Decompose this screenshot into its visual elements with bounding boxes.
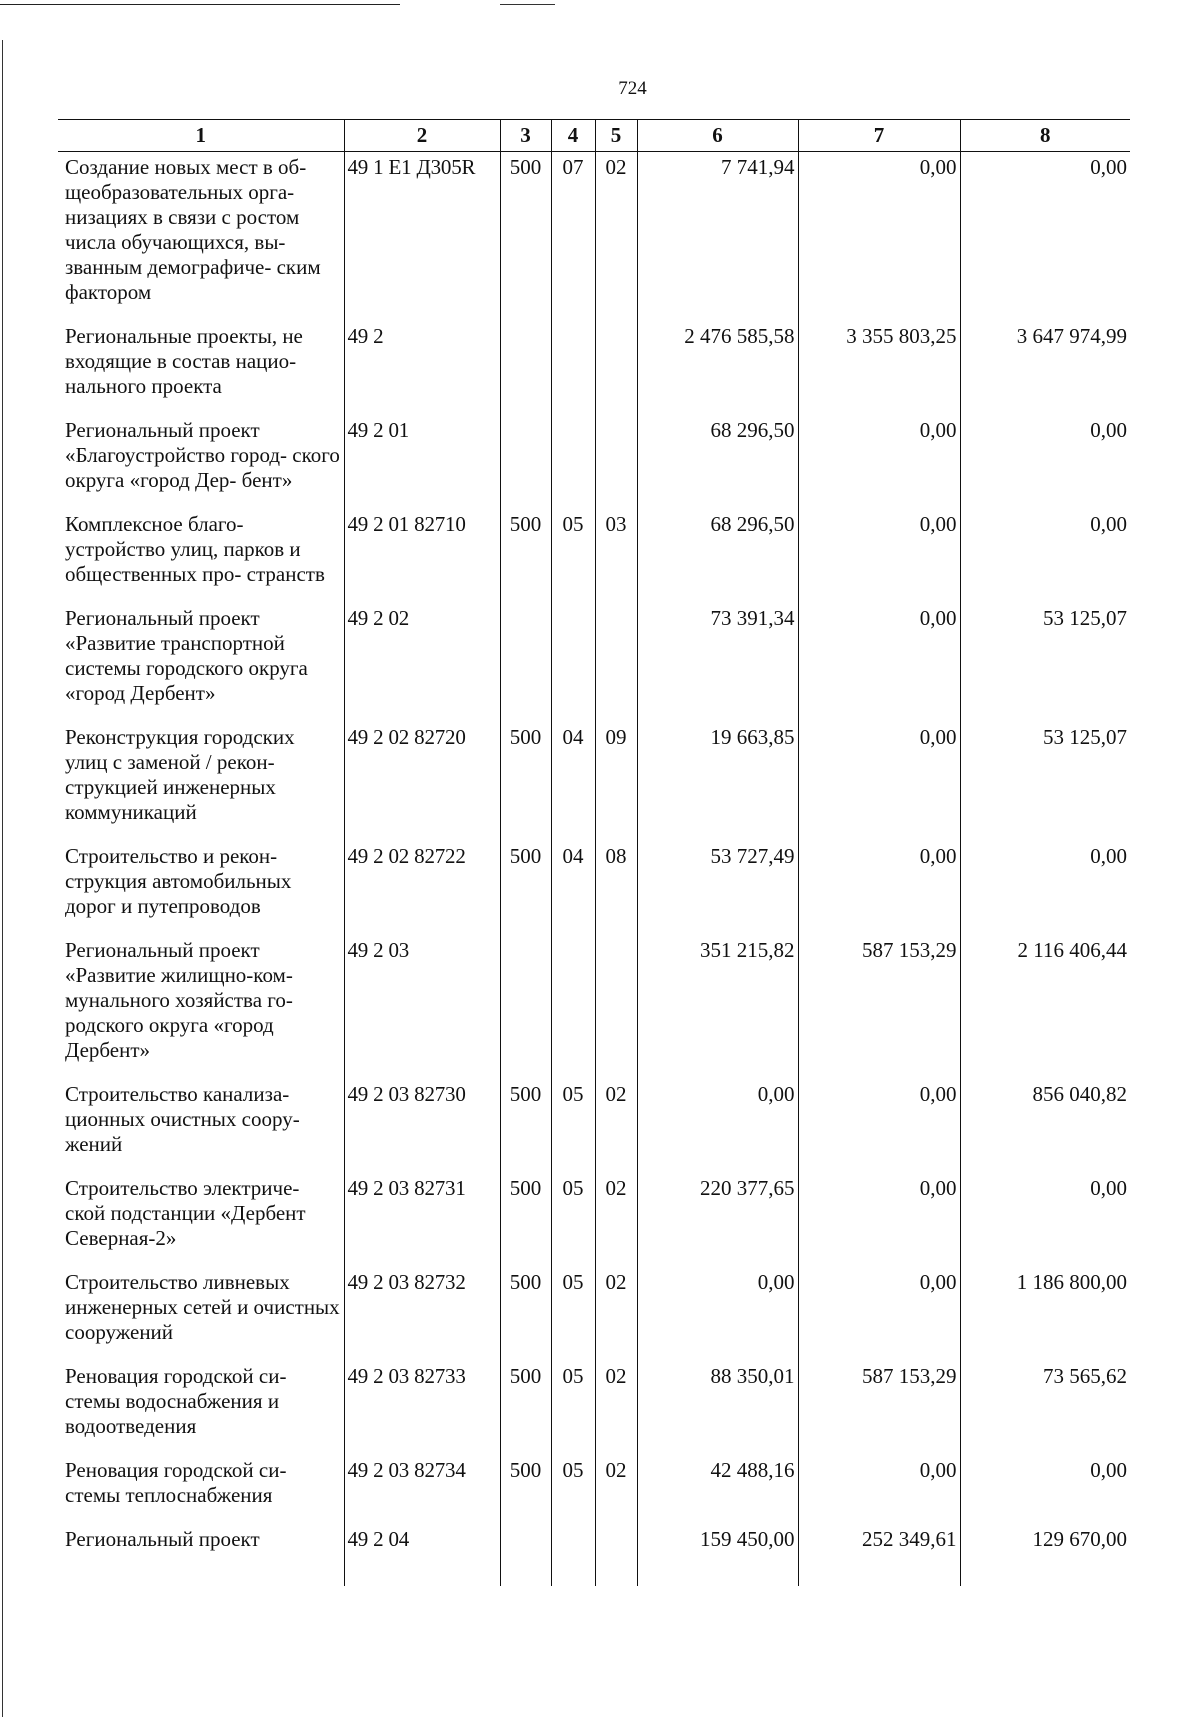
expense-type: 500 [500,1267,551,1361]
item-name: Региональный проект «Благоустройство город- ского округа «город Дер- бент» [65,418,340,492]
budget-code: 49 2 [344,321,500,415]
subsection-code: 03 [595,509,637,603]
section-code [551,603,595,722]
expense-type: 500 [500,841,551,935]
amount-col6: 42 488,16 [637,1455,798,1524]
section-code: 05 [551,1173,595,1267]
scan-edge-line [2,40,3,1717]
amount-col6: 2 476 585,58 [637,321,798,415]
item-name: Строительство ливневых инженерных сетей и очистных сооружений [65,1270,340,1344]
budget-code: 49 2 03 82732 [344,1267,500,1361]
column-header: 1 [58,120,344,152]
expense-type [500,935,551,1079]
item-name: Реновация городской си- стемы водоснабжения и водоотведения [65,1364,287,1438]
budget-code: 49 2 03 82734 [344,1455,500,1524]
expense-type: 500 [500,509,551,603]
column-header: 7 [798,120,960,152]
expense-type [500,1524,551,1586]
amount-col7: 0,00 [798,603,960,722]
budget-code: 49 2 03 82730 [344,1079,500,1173]
table-row [58,1361,1130,1455]
item-name: Строительство канализа- ционных очистных соору- жений [65,1082,300,1156]
amount-col7: 587 153,29 [798,1361,960,1455]
amount-col6: 68 296,50 [637,509,798,603]
amount-col7: 0,00 [798,1455,960,1524]
budget-code: 49 2 03 82731 [344,1173,500,1267]
table-row [58,1267,1130,1361]
amount-col8: 53 125,07 [960,603,1130,722]
amount-col6: 0,00 [637,1267,798,1361]
column-header: 2 [344,120,500,152]
amount-col7: 0,00 [798,415,960,509]
amount-col8: 53 125,07 [960,722,1130,841]
subsection-code: 02 [595,1267,637,1361]
column-header: 3 [500,120,551,152]
budget-code: 49 2 01 [344,415,500,509]
amount-col8: 129 670,00 [960,1524,1130,1586]
expense-type: 500 [500,1079,551,1173]
expense-type: 500 [500,152,551,322]
subsection-code: 02 [595,152,637,322]
amount-col7: 0,00 [798,509,960,603]
amount-col7: 0,00 [798,152,960,322]
section-code [551,415,595,509]
expense-type: 500 [500,1361,551,1455]
amount-col8: 3 647 974,99 [960,321,1130,415]
subsection-code: 02 [595,1173,637,1267]
table-row [58,1524,1130,1586]
header-row [58,120,1130,152]
table-row [58,841,1130,935]
section-code: 07 [551,152,595,322]
budget-code: 49 2 01 82710 [344,509,500,603]
section-code [551,321,595,415]
amount-col6: 19 663,85 [637,722,798,841]
section-code: 05 [551,509,595,603]
amount-col8: 1 186 800,00 [960,1267,1130,1361]
item-name: Комплексное благо- устройство улиц, парков и общественных про- странств [65,512,325,586]
subsection-code: 02 [595,1079,637,1173]
section-code: 04 [551,841,595,935]
subsection-code [595,603,637,722]
item-name: Строительство и рекон- струкция автомобильных дорог и путепроводов [65,844,292,918]
scan-edge-line [0,4,400,5]
amount-col6: 73 391,34 [637,603,798,722]
expense-type [500,415,551,509]
table-row [58,321,1130,415]
budget-code: 49 2 02 82722 [344,841,500,935]
table-row [58,1079,1130,1173]
budget-code: 49 2 03 82733 [344,1361,500,1455]
budget-code: 49 2 02 [344,603,500,722]
section-code: 05 [551,1361,595,1455]
amount-col7: 0,00 [798,722,960,841]
budget-table [58,119,1130,1586]
table-row [58,1173,1130,1267]
amount-col8: 0,00 [960,1173,1130,1267]
amount-col6: 220 377,65 [637,1173,798,1267]
subsection-code: 02 [595,1455,637,1524]
amount-col7: 0,00 [798,1173,960,1267]
section-code [551,1524,595,1586]
section-code [551,935,595,1079]
amount-col8: 73 565,62 [960,1361,1130,1455]
item-name: Реновация городской си- стемы теплоснабжения [65,1458,287,1507]
table-row [58,509,1130,603]
amount-col6: 159 450,00 [637,1524,798,1586]
item-name: Создание новых мест в об- щеобразовательных орга- низациях в связи с ростом числа обучающихся, вы- званным демографиче- ским фактором [65,155,321,304]
expense-type [500,603,551,722]
table-row [58,152,1130,322]
table-row [58,722,1130,841]
amount-col8: 0,00 [960,1455,1130,1524]
subsection-code [595,321,637,415]
item-name: Строительство электриче- ской подстанции «Дербент Северная-2» [65,1176,306,1250]
section-code: 05 [551,1267,595,1361]
amount-col8: 0,00 [960,415,1130,509]
item-name: Реконструкция городских улиц с заменой / рекон- струкцией инженерных коммуникаций [65,725,295,824]
expense-type: 500 [500,1173,551,1267]
amount-col6: 68 296,50 [637,415,798,509]
amount-col8: 0,00 [960,841,1130,935]
subsection-code [595,935,637,1079]
expense-type [500,321,551,415]
scan-edge-line [500,4,555,5]
column-header: 4 [551,120,595,152]
budget-code: 49 2 04 [344,1524,500,1586]
section-code: 05 [551,1455,595,1524]
amount-col6: 351 215,82 [637,935,798,1079]
column-header: 8 [960,120,1130,152]
amount-col7: 3 355 803,25 [798,321,960,415]
item-name: Региональный проект «Развитие транспортной системы городского округа «город Дербент» [65,606,308,705]
table-row [58,1455,1130,1524]
item-name: Региональный проект «Развитие жилищно-ком- мунального хозяйства го- родского округа «город Дербент» [65,938,293,1062]
amount-col7: 587 153,29 [798,935,960,1079]
amount-col8: 856 040,82 [960,1079,1130,1173]
amount-col8: 2 116 406,44 [960,935,1130,1079]
table-row [58,415,1130,509]
subsection-code [595,415,637,509]
page-number: 724 [618,78,647,99]
column-header: 5 [595,120,637,152]
amount-col6: 0,00 [637,1079,798,1173]
expense-type: 500 [500,722,551,841]
amount-col6: 53 727,49 [637,841,798,935]
subsection-code: 02 [595,1361,637,1455]
subsection-code [595,1524,637,1586]
item-name: Региональный проект [65,1527,260,1551]
budget-code: 49 1 E1 Д305R [344,152,500,322]
amount-col6: 7 741,94 [637,152,798,322]
table-row [58,603,1130,722]
expense-type: 500 [500,1455,551,1524]
budget-code: 49 2 03 [344,935,500,1079]
table-row [58,935,1130,1079]
subsection-code: 08 [595,841,637,935]
amount-col7: 0,00 [798,1267,960,1361]
item-name: Региональные проекты, не входящие в состав нацио- нального проекта [65,324,303,398]
amount-col6: 88 350,01 [637,1361,798,1455]
amount-col7: 0,00 [798,841,960,935]
section-code: 04 [551,722,595,841]
section-code: 05 [551,1079,595,1173]
subsection-code: 09 [595,722,637,841]
amount-col8: 0,00 [960,509,1130,603]
amount-col7: 0,00 [798,1079,960,1173]
amount-col7: 252 349,61 [798,1524,960,1586]
budget-code: 49 2 02 82720 [344,722,500,841]
amount-col8: 0,00 [960,152,1130,322]
column-header: 6 [637,120,798,152]
